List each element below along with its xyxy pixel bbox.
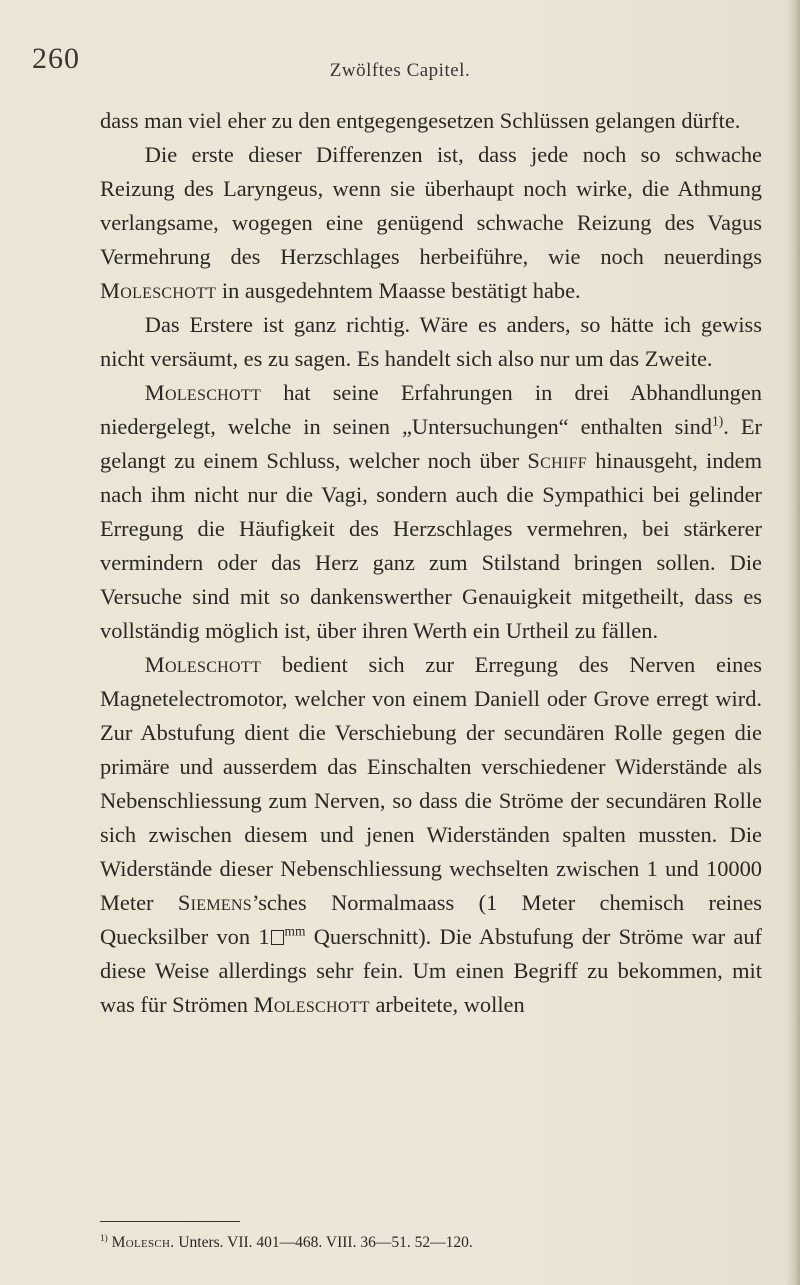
paragraph-2-end: in ausgedehntem Maasse bestätigt habe. [221,278,581,303]
paragraph-5-text-a: bedient sich zur Erregung des Nerven eines Magnetelectromotor, welcher von einem Daniell oder Grove erregt wird. Zur Abstufung dient die Verschiebung der secundären Rolle gegen die primäre und ausserdem das Einschalten verschiedener Widerstände als Nebenschliessung zum Nerven, so dass die Ströme der secundären Rolle sich zwischen diesem und jenen Widerständen spalten mussten. Die Widerstände dieser Nebenschliessung wechselten zwischen 1 und 10000 Meter [100,652,762,915]
body-text [100,104,762,1022]
paragraph-2-text: Die erste dieser Differenzen ist, dass jede noch so schwache Reizung des Laryngeus, wenn sie überhaupt noch wirke, die Athmung verlangsame, wogegen eine genügend schwache Reizung des Vagus Vermehrung des Herzschlages herbeiführe, wie noch neuerdings [100,142,762,269]
footnote-author: Molesch. [111,1234,175,1251]
author-name: Schiff [527,448,587,473]
footnote-mark: 1) [100,1233,108,1244]
running-head: Zwölftes Capitel. [329,60,471,81]
paragraph-4-text-c: hinausgeht, indem nach ihm nicht nur die Vagi, sondern auch die Sympathici bei gelinder Erregung die Häufigkeit des Herzschlages vermehren, bei stärkerer vermindern oder das Herz ganz zum Stilstand bringen sollen. Die Versuche sind mit so dankenswerther Genauigkeit mitgetheilt, dass es vollständig möglich ist, über ihren Werth ein Urtheil zu fällen. [100,448,762,643]
footnote-reference: 1) [712,413,724,429]
page-number: 260 [32,42,80,75]
footnote-text: Unters. VII. 401—468. VIII. 36—51. 52—120. [178,1234,473,1251]
footnote-mark-number: 1 [100,1233,105,1244]
paragraph-1 [100,104,762,138]
paragraph-5-text-c: Querschnitt). Die Abstufung der Ströme war auf diese Weise allerdings sehr fein. Um einen Begriff zu bekommen, mit was für Strömen [100,924,762,1017]
author-name: Siemens [177,890,252,915]
paragraph-5-text-d: arbeitete, wollen [375,992,525,1017]
footnote-reference-number: 1 [712,413,719,429]
footnote [100,1232,762,1254]
unit-superscript: mm [284,923,306,939]
paragraph-5 [100,648,762,1022]
page-binding-shadow [786,0,800,1285]
author-name: Moleschott [253,992,370,1017]
author-name: Moleschott [144,652,262,677]
paragraph-2 [100,138,762,308]
paragraph-4-text-a: hat seine Erfahrungen in drei Abhandlungen niedergelegt, welche in seinen „Untersuchungen“ enthalten sind [100,380,762,439]
author-name: Moleschott [144,380,262,405]
footnote-rule [100,1221,240,1222]
author-name: Moleschott [100,278,217,303]
square-symbol-icon [271,930,284,945]
paragraph-4 [100,376,762,648]
paragraph-3 [100,308,762,376]
paragraph-4-text-b: . Er gelangt zu einem Schluss, welcher noch über [100,414,762,473]
paragraph-5-text-b: ’sches Normalmaass (1 Meter chemisch reines Quecksilber von 1 [100,890,762,949]
paragraph-1-text: dass man viel eher zu den entgegengesetzen Schlüssen gelangen dürfte. [100,108,741,133]
paragraph-3-text: Das Erstere ist ganz richtig. Wäre es anders, so hätte ich gewiss nicht versäumt, es zu sagen. Es handelt sich also nur um das Zweite. [100,312,762,371]
